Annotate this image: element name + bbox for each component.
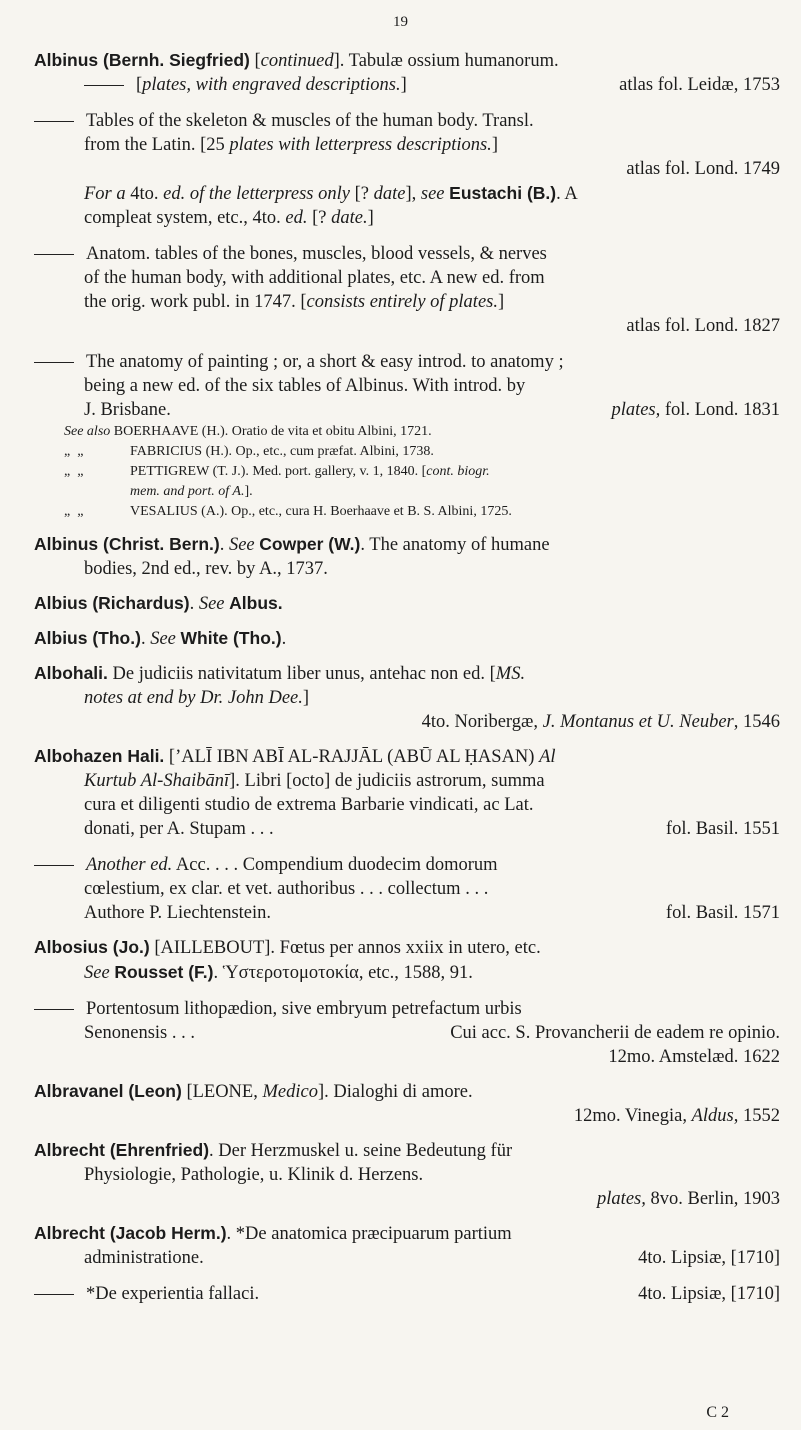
entry-line: 4to. Noribergæ, J. Montanus et U. Neuber, 1546 — [421, 712, 780, 732]
entry-line: Tables of the skeleton & muscles of the human body. Transl. — [34, 109, 780, 133]
see-also-line: mem. and port. of A.]. — [130, 484, 253, 499]
entry-line: Albrecht (Jacob Herm.). *De anatomica præcipuarum partium — [34, 1223, 512, 1244]
catalogue-entry-albius-richardus — [34, 591, 780, 616]
entry-line: administratione. 4to. Lipsiæ, [1710] — [84, 1248, 780, 1268]
catalogue-entry-albravanel — [34, 1079, 780, 1128]
entry-line: Senonensis . . . Cui acc. S. Provancherii de eadem re opinio. — [84, 1023, 780, 1043]
catalogue-entry-albinus-bernh-painting — [34, 350, 780, 522]
entry-line: Albius (Tho.). See White (Tho.). — [34, 628, 287, 649]
page-number: 19 — [393, 14, 408, 30]
catalogue-entry-albohazen-another — [34, 853, 780, 925]
entry-line: atlas fol. Lond. 1827 — [626, 316, 780, 336]
entry-line: Albinus (Bernh. Siegfried) [continued]. Tabulæ ossium humanorum. — [34, 50, 559, 71]
catalogue-entry-albrecht-jacob-experientia — [34, 1282, 780, 1306]
catalogue-page — [34, 48, 780, 1316]
entry-line: Another ed. Acc. . . . Compendium duodecim domorum — [34, 853, 780, 877]
see-also-line: See also BOERHAAVE (H.). Oratio de vita et obitu Albini, 1721. — [64, 424, 432, 439]
entry-line: Portentosum lithopædion, sive embryum petrefactum urbis — [34, 997, 780, 1021]
entry-line: 12mo. Vinegia, Aldus, 1552 — [573, 1106, 780, 1126]
entry-line: Albravanel (Leon) [LEONE, Medico]. Dialoghi di amore. — [34, 1081, 473, 1102]
entry-line: See Rousset (F.). Ὑστεροτομοτοκία, etc., 1588, 91. — [84, 962, 473, 983]
entry-line: J. Brisbane. plates, fol. Lond. 1831 — [84, 400, 780, 420]
entry-line: [plates, with engraved descriptions.] atlas fol. Leidæ, 1753 — [34, 73, 780, 97]
entry-line: bodies, 2nd ed., rev. by A., 1737. — [84, 559, 328, 579]
catalogue-entry-albinus-bernh-tables — [34, 109, 780, 230]
entry-line: Albohazen Hali. [’ALĪ IBN ABĪ AL-RAJJĀL (ABŪ AL ḤASAN) Al — [34, 746, 556, 767]
entry-line: Albohali. De judiciis nativitatum liber unus, antehac non ed. [MS. — [34, 663, 526, 684]
entry-line: Albrecht (Ehrenfried). Der Herzmuskel u. seine Bedeutung für — [34, 1140, 513, 1161]
entry-line: of the human body, with additional plates, etc. A new ed. from — [84, 268, 545, 288]
entry-line: Albinus (Christ. Bern.). See Cowper (W.). The anatomy of humane — [34, 534, 550, 555]
catalogue-entry-albrecht-ehrenfried — [34, 1138, 780, 1211]
entry-line: plates, 8vo. Berlin, 1903 — [597, 1189, 780, 1209]
catalogue-entry-albosius — [34, 935, 780, 985]
signature-mark: C 2 — [706, 1404, 729, 1421]
entry-line: donati, per A. Stupam . . . fol. Basil. 1551 — [84, 819, 780, 839]
entry-line: compleat system, etc., 4to. ed. [? date.] — [84, 208, 374, 228]
entry-line: cura et diligenti studio de extrema Barbarie vindicati, ac Lat. — [84, 795, 534, 815]
entry-line: notes at end by Dr. John Dee.] — [84, 688, 310, 708]
see-also-line: „ „ PETTIGREW (T. J.). Med. port. gallery, v. 1, 1840. [cont. biogr. — [64, 464, 490, 479]
entry-line: Albosius (Jo.) [AILLEBOUT]. Fœtus per annos xxiix in utero, etc. — [34, 937, 541, 958]
catalogue-entry-albosius-portentosum — [34, 997, 780, 1069]
entry-line: cœlestium, ex clar. et vet. authoribus . . . collectum . . . — [84, 879, 489, 899]
catalogue-entry-albius-tho — [34, 626, 780, 651]
catalogue-entry-albohazen-hali — [34, 744, 780, 841]
entry-line: Authore P. Liechtenstein. fol. Basil. 1571 — [84, 903, 780, 923]
entry-line: atlas fol. Lond. 1749 — [626, 159, 780, 179]
entry-line: The anatomy of painting ; or, a short & easy introd. to anatomy ; — [34, 350, 780, 374]
entry-line: Albius (Richardus). See Albus. — [34, 593, 283, 614]
see-also-line: „ „ VESALIUS (A.). Op., etc., cura H. Boerhaave et B. S. Albini, 1725. — [64, 504, 512, 519]
see-also-line: „ „ FABRICIUS (H.). Op., etc., cum præfat. Albini, 1738. — [64, 444, 434, 459]
entry-line: from the Latin. [25 plates with letterpress descriptions.] — [84, 135, 498, 155]
entry-line: the orig. work publ. in 1747. [consists entirely of plates.] — [84, 292, 505, 312]
entry-line: *De experientia fallaci. 4to. Lipsiæ, [1710] — [34, 1282, 780, 1306]
entry-line: being a new ed. of the six tables of Albinus. With introd. by — [84, 376, 526, 396]
entry-line: 12mo. Amstelæd. 1622 — [608, 1047, 780, 1067]
catalogue-entry-albrecht-jacob — [34, 1221, 780, 1270]
catalogue-entry-albinus-bernh-anatom — [34, 242, 780, 338]
entry-line: Anatom. tables of the bones, muscles, blood vessels, & nerves — [34, 242, 780, 266]
entry-line: For a 4to. ed. of the letterpress only [? date], see Eustachi (B.). A — [84, 183, 578, 204]
entry-line: Kurtub Al-Shaibānī]. Libri [octo] de judiciis astrorum, summa — [84, 771, 545, 791]
catalogue-entry-albinus-christ — [34, 532, 780, 581]
catalogue-entry-albinus-bernh-tabulae — [34, 48, 780, 97]
entry-line: Physiologie, Pathologie, u. Klinik d. Herzens. — [84, 1165, 424, 1185]
catalogue-entry-albohali — [34, 661, 780, 734]
